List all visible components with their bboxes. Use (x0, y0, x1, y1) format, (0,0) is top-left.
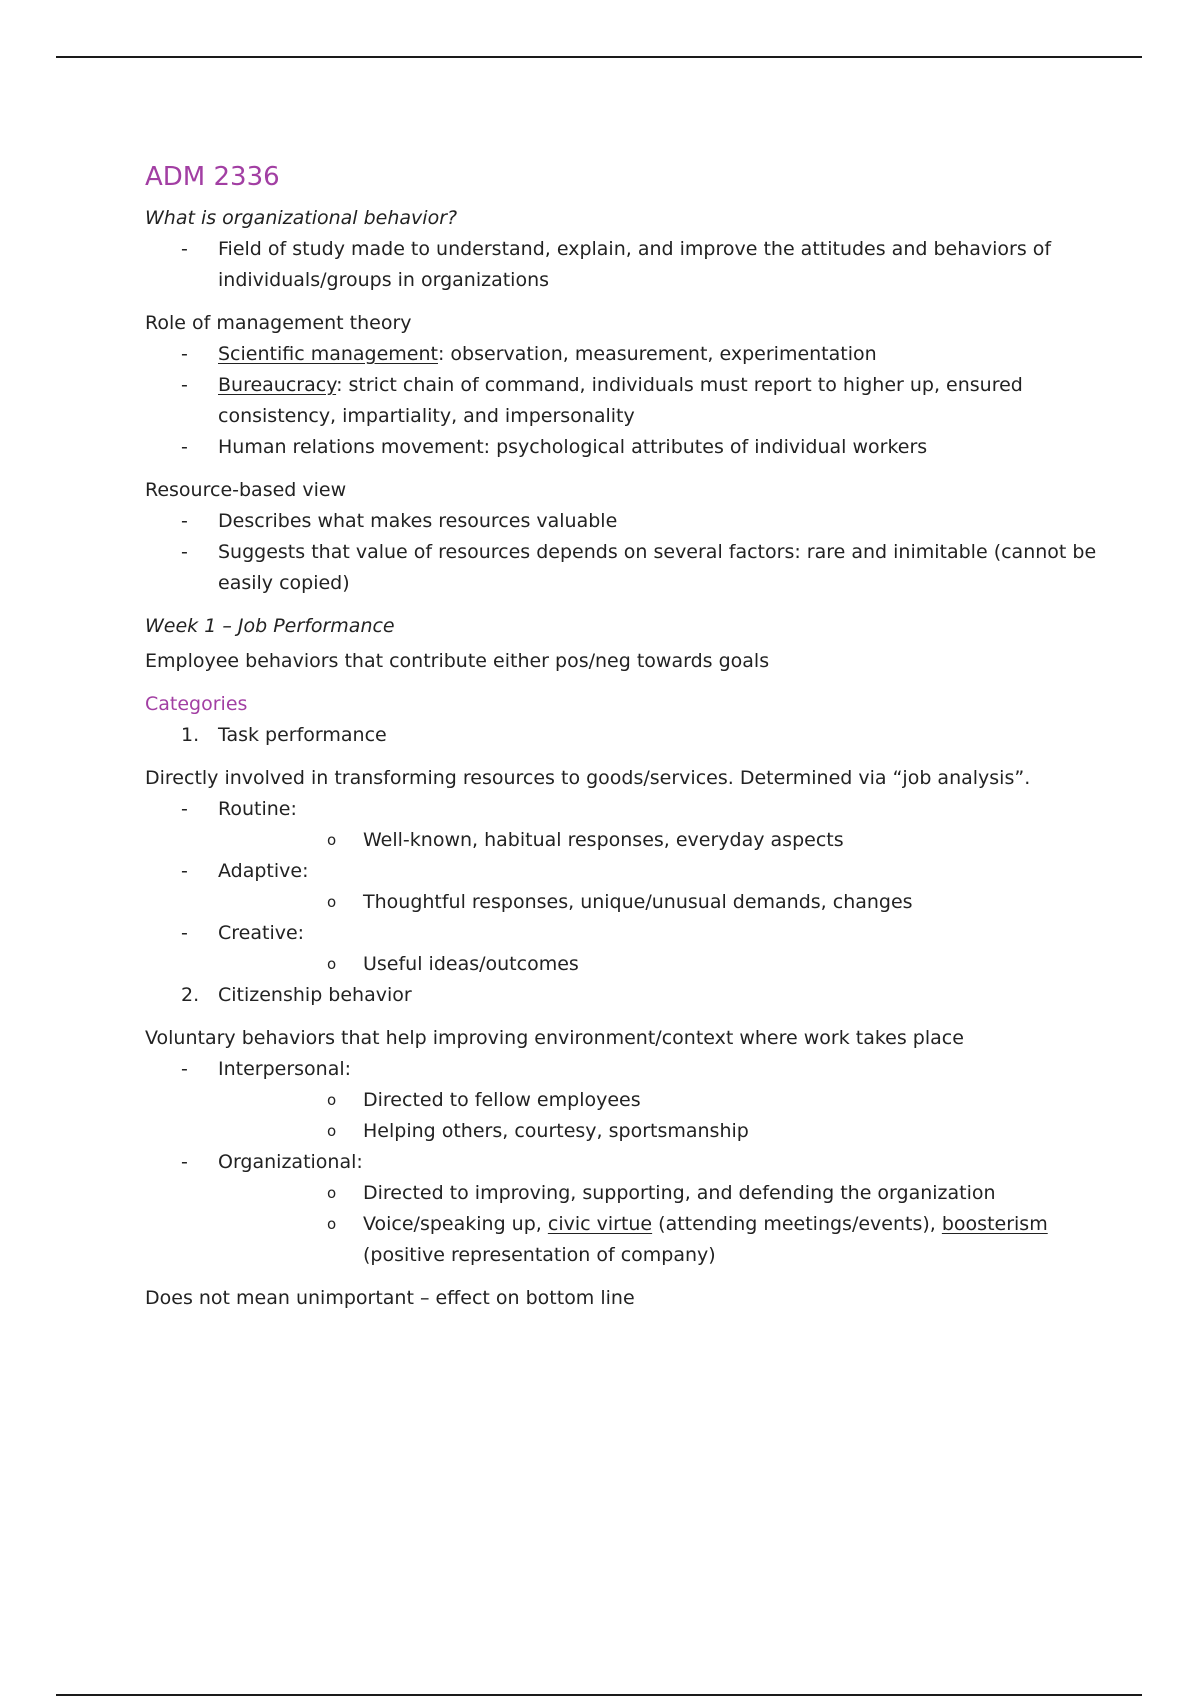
dash-bullet: - (181, 343, 188, 365)
dash-bullet: - (181, 436, 188, 458)
circle-bullet: o (327, 1184, 337, 1202)
sub-list-item-text: Voice/speaking up, (363, 1213, 548, 1235)
list-item (145, 370, 1105, 432)
sub-list-item-text: Directed to improving, supporting, and defending the organization (363, 1182, 996, 1204)
sub-list-item-text: (positive representation of company) (363, 1244, 716, 1266)
question-heading: What is organizational behavior? (145, 207, 458, 229)
header-rule (56, 56, 1142, 58)
list-item (145, 980, 1105, 1011)
categories-heading: Categories (145, 693, 248, 715)
circle-bullet: o (327, 955, 337, 973)
sub-list (218, 1178, 1105, 1271)
section-heading-resource-view: Resource-based view (145, 479, 347, 501)
list-item-text: Citizenship behavior (218, 984, 412, 1006)
dash-bullet: - (181, 374, 188, 396)
list-item (145, 720, 1105, 751)
underlined-term: Scientific management (218, 343, 438, 365)
list-item (145, 234, 1105, 296)
sub-list-item-text: Helping others, courtesy, sportsmanship (363, 1120, 749, 1142)
sub-list-item (218, 1209, 1105, 1271)
sub-list-item-text: Well-known, habitual responses, everyday aspects (363, 829, 844, 851)
circle-bullet: o (327, 1215, 337, 1233)
sub-list-item-text: Thoughtful responses, unique/unusual demands, changes (363, 891, 913, 913)
week-heading: Week 1 – Job Performance (145, 615, 395, 637)
dash-bullet: - (181, 1151, 188, 1173)
list-item-text: Creative: (218, 922, 305, 944)
list-item (145, 506, 1105, 537)
citizenship-description: Voluntary behaviors that help improving environment/context where work takes place (145, 1027, 964, 1049)
management-theory-list (145, 339, 1105, 463)
list-item-text: Suggests that value of resources depends on several factors: rare and inimitable (cannot be easily copied) (218, 541, 1097, 594)
list-item (145, 1054, 1105, 1147)
list-item-text: : strict chain of command, individuals must report to higher up, ensured consistency, impartiality, and impersonality (218, 374, 1023, 427)
sub-list-item (218, 887, 1105, 918)
section-heading-management: Role of management theory (145, 312, 412, 334)
dash-bullet: - (181, 541, 188, 563)
circle-bullet: o (327, 893, 337, 911)
underlined-term: Bureaucracy (218, 374, 337, 396)
sub-list-item-text: Directed to fellow employees (363, 1089, 641, 1111)
list-item-text: Routine: (218, 798, 297, 820)
list-item-text: Interpersonal: (218, 1058, 352, 1080)
list-item-text: Human relations movement: psychological attributes of individual workers (218, 436, 928, 458)
number-marker: 1. (181, 724, 200, 746)
sub-list-item-text: (attending meetings/events), (652, 1213, 942, 1235)
list-item (145, 856, 1105, 918)
sub-list-item-text: Useful ideas/outcomes (363, 953, 579, 975)
sub-list-item (218, 1178, 1105, 1209)
dash-bullet: - (181, 510, 188, 532)
dash-bullet: - (181, 238, 188, 260)
week-description: Employee behaviors that contribute either pos/neg towards goals (145, 650, 770, 672)
category-list-1 (145, 720, 1105, 751)
list-item (145, 432, 1105, 463)
list-item-text: : observation, measurement, experimentation (437, 343, 877, 365)
closing-note: Does not mean unimportant – effect on bottom line (145, 1287, 635, 1309)
sub-list (218, 1085, 1105, 1147)
document-body (145, 160, 1105, 1314)
list-item-text: Adaptive: (218, 860, 309, 882)
underlined-term: civic virtue (547, 1213, 653, 1235)
circle-bullet: o (327, 1122, 337, 1140)
circle-bullet: o (327, 831, 337, 849)
sub-list-item (218, 949, 1105, 980)
definition-list (145, 234, 1105, 296)
list-item (145, 918, 1105, 980)
document-title: ADM 2336 (145, 162, 280, 192)
list-item (145, 794, 1105, 856)
category-list-2 (145, 980, 1105, 1011)
list-item-text: Field of study made to understand, explain, and improve the attitudes and behaviors of individuals/groups in organizations (218, 238, 1052, 291)
sub-list (218, 887, 1105, 918)
list-item (145, 1147, 1105, 1271)
sub-list (218, 949, 1105, 980)
list-item (145, 339, 1105, 370)
list-item-text: Organizational: (218, 1151, 363, 1173)
sub-list (218, 825, 1105, 856)
resource-view-list (145, 506, 1105, 599)
circle-bullet: o (327, 1091, 337, 1109)
task-performance-list (145, 794, 1105, 980)
list-item (145, 537, 1105, 599)
sub-list-item (218, 1085, 1105, 1116)
sub-list-item (218, 825, 1105, 856)
dash-bullet: - (181, 922, 188, 944)
dash-bullet: - (181, 798, 188, 820)
dash-bullet: - (181, 860, 188, 882)
list-item-text: Describes what makes resources valuable (218, 510, 618, 532)
number-marker: 2. (181, 984, 200, 1006)
footer-rule (56, 1694, 1142, 1696)
citizenship-list (145, 1054, 1105, 1271)
underlined-term: boosterism (941, 1213, 1048, 1235)
task-performance-description: Directly involved in transforming resources to goods/services. Determined via “job analysis”. (145, 767, 1031, 789)
list-item-text: Task performance (218, 724, 387, 746)
sub-list-item (218, 1116, 1105, 1147)
dash-bullet: - (181, 1058, 188, 1080)
